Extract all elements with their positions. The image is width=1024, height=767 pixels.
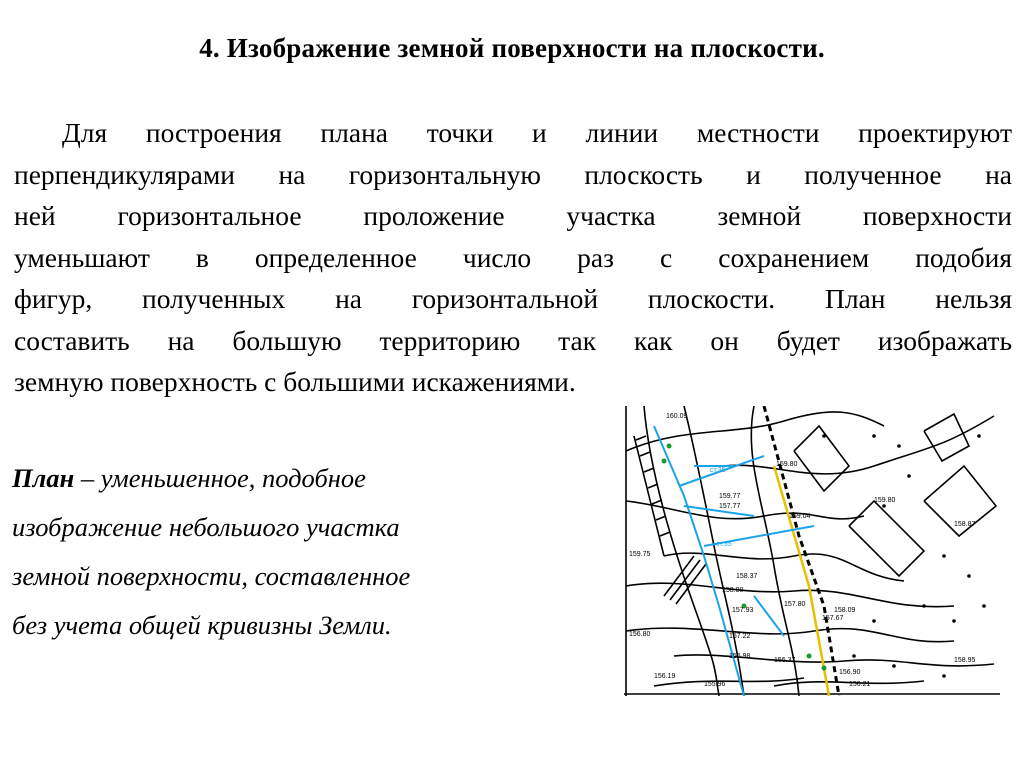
topographic-plan-image: [624, 406, 1000, 696]
plan-definition: [12, 454, 410, 650]
svg-text:156.19: 156.19: [654, 673, 676, 680]
svg-text:ст.35: ст.35: [716, 541, 732, 548]
svg-text:159.04: 159.04: [789, 513, 811, 520]
body-paragraph: [14, 112, 1012, 403]
definition-term: План: [12, 463, 75, 493]
svg-text:158.37: 158.37: [736, 573, 758, 580]
definition-text: – уменьшенное, подобное: [74, 463, 366, 493]
definition-line: земной поверхности, составленное: [12, 561, 411, 591]
svg-text:156.37: 156.37: [774, 657, 796, 664]
svg-text:157.67: 157.67: [822, 615, 844, 622]
definition-line: [12, 454, 410, 503]
svg-text:157.77: 157.77: [719, 503, 741, 510]
svg-text:158.80: 158.80: [722, 587, 744, 594]
svg-text:160.09: 160.09: [666, 413, 688, 420]
svg-text:157.80: 157.80: [784, 601, 806, 608]
paragraph-line: ней горизонтальное проложение участка земной поверхности: [14, 200, 1012, 231]
svg-text:159.75: 159.75: [629, 551, 651, 558]
slide-title: 4. Изображение земной поверхности на плоскости.: [199, 33, 825, 63]
svg-text:159.77: 159.77: [719, 493, 741, 500]
paragraph-line: фигур, полученных на горизонтальной плоскости. План нельзя: [14, 283, 1012, 314]
svg-text:155.96: 155.96: [704, 681, 726, 688]
svg-text:159.80: 159.80: [874, 497, 896, 504]
svg-text:158.95: 158.95: [954, 657, 976, 664]
svg-text:157.93: 157.93: [732, 607, 754, 614]
svg-text:157.22: 157.22: [729, 633, 751, 640]
svg-text:156.80: 156.80: [629, 631, 651, 638]
definition-line: без учета общей кривизны Земли.: [12, 610, 392, 640]
paragraph-line: составить на большую территорию так как он будет изображать: [14, 324, 1012, 356]
svg-text:156.98: 156.98: [729, 653, 751, 660]
svg-text:156.21: 156.21: [849, 681, 871, 688]
paragraph-line: перпендикулярами на горизонтальную плоскость и полученное на: [14, 158, 1012, 190]
svg-text:158.09: 158.09: [834, 607, 856, 614]
definition-line: изображение небольшого участка: [12, 512, 400, 542]
svg-text:ст.35: ст.35: [710, 467, 726, 474]
paragraph-line: земную поверхность с большими искажениями.: [14, 366, 576, 397]
svg-text:159.80: 159.80: [776, 461, 798, 468]
paragraph-line: Для построения плана точки и линии местности проектируют: [62, 117, 1012, 148]
paragraph-line: уменьшают в определенное число раз с сохранением подобия: [14, 241, 1012, 273]
svg-text:158.87: 158.87: [954, 521, 976, 528]
svg-text:156.90: 156.90: [839, 669, 861, 676]
